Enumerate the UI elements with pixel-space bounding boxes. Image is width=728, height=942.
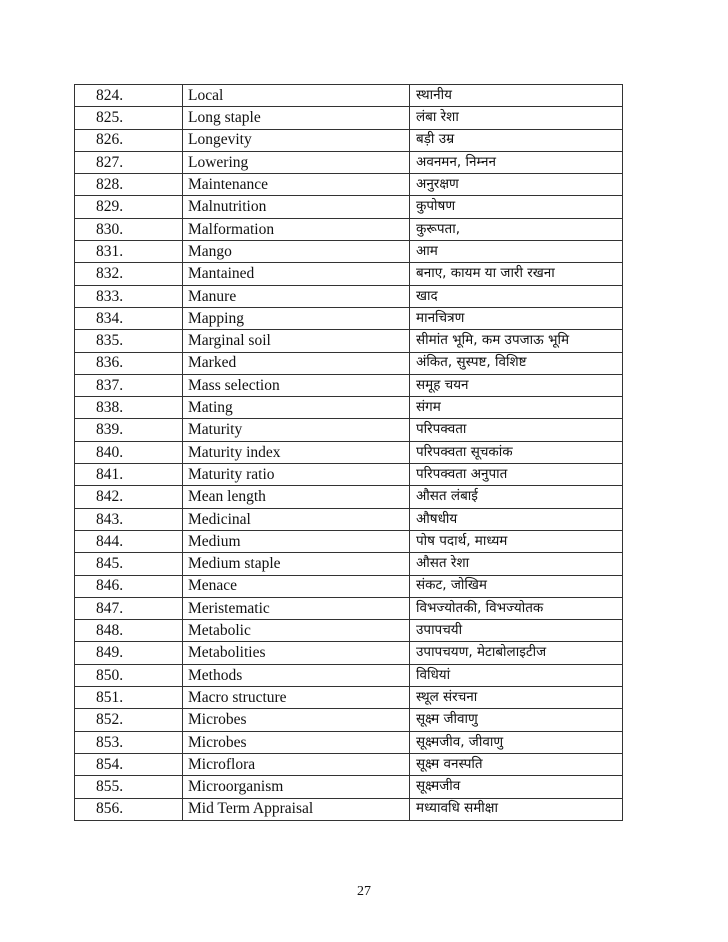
hindi-term: खाद bbox=[410, 285, 623, 307]
entry-number: 852. bbox=[75, 709, 183, 731]
table-row bbox=[75, 731, 623, 753]
english-term: Medicinal bbox=[183, 508, 410, 530]
table-row bbox=[75, 307, 623, 329]
hindi-term: आम bbox=[410, 241, 623, 263]
hindi-term: स्थानीय bbox=[410, 85, 623, 107]
table-row bbox=[75, 486, 623, 508]
english-term: Metabolic bbox=[183, 620, 410, 642]
english-term: Long staple bbox=[183, 107, 410, 129]
hindi-term: संकट, जोखिम bbox=[410, 575, 623, 597]
entry-number: 827. bbox=[75, 151, 183, 173]
entry-number: 829. bbox=[75, 196, 183, 218]
hindi-term: अनुरक्षण bbox=[410, 174, 623, 196]
hindi-term: सूक्ष्मजीव bbox=[410, 776, 623, 798]
table-row bbox=[75, 597, 623, 619]
table-row bbox=[75, 709, 623, 731]
hindi-term: उपापचयी bbox=[410, 620, 623, 642]
entry-number: 843. bbox=[75, 508, 183, 530]
english-term: Microflora bbox=[183, 753, 410, 775]
entry-number: 840. bbox=[75, 441, 183, 463]
table-row bbox=[75, 285, 623, 307]
entry-number: 837. bbox=[75, 374, 183, 396]
entry-number: 850. bbox=[75, 664, 183, 686]
table-row bbox=[75, 107, 623, 129]
hindi-term: कुरूपता, bbox=[410, 218, 623, 240]
entry-number: 853. bbox=[75, 731, 183, 753]
english-term: Lowering bbox=[183, 151, 410, 173]
entry-number: 830. bbox=[75, 218, 183, 240]
english-term: Maturity bbox=[183, 419, 410, 441]
entry-number: 832. bbox=[75, 263, 183, 285]
english-term: Mass selection bbox=[183, 374, 410, 396]
entry-number: 833. bbox=[75, 285, 183, 307]
english-term: Medium bbox=[183, 530, 410, 552]
page-number: 27 bbox=[357, 884, 371, 899]
entry-number: 845. bbox=[75, 553, 183, 575]
table-row bbox=[75, 798, 623, 820]
table-row bbox=[75, 664, 623, 686]
table-row bbox=[75, 218, 623, 240]
entry-number: 856. bbox=[75, 798, 183, 820]
english-term: Marked bbox=[183, 352, 410, 374]
english-term: Microorganism bbox=[183, 776, 410, 798]
english-term: Malformation bbox=[183, 218, 410, 240]
english-term: Mid Term Appraisal bbox=[183, 798, 410, 820]
hindi-term: परिपक्वता सूचकांक bbox=[410, 441, 623, 463]
hindi-term: परिपक्वता bbox=[410, 419, 623, 441]
english-term: Macro structure bbox=[183, 687, 410, 709]
hindi-term: परिपक्वता अनुपात bbox=[410, 464, 623, 486]
entry-number: 847. bbox=[75, 597, 183, 619]
entry-number: 831. bbox=[75, 241, 183, 263]
glossary-table bbox=[74, 84, 623, 821]
entry-number: 828. bbox=[75, 174, 183, 196]
english-term: Mean length bbox=[183, 486, 410, 508]
table-row bbox=[75, 464, 623, 486]
hindi-term: सूक्ष्मजीव, जीवाणु bbox=[410, 731, 623, 753]
table-row bbox=[75, 151, 623, 173]
hindi-term: स्थूल संरचना bbox=[410, 687, 623, 709]
table-row bbox=[75, 553, 623, 575]
entry-number: 855. bbox=[75, 776, 183, 798]
entry-number: 824. bbox=[75, 85, 183, 107]
english-term: Mapping bbox=[183, 307, 410, 329]
glossary-table-body bbox=[75, 85, 623, 821]
table-row bbox=[75, 352, 623, 374]
entry-number: 839. bbox=[75, 419, 183, 441]
hindi-term: अंकित, सुस्पष्ट, विशिष्ट bbox=[410, 352, 623, 374]
english-term: Mating bbox=[183, 397, 410, 419]
hindi-term: विभज्योतकी, विभज्योतक bbox=[410, 597, 623, 619]
hindi-term: सूक्ष्म वनस्पति bbox=[410, 753, 623, 775]
entry-number: 849. bbox=[75, 642, 183, 664]
english-term: Longevity bbox=[183, 129, 410, 151]
table-row bbox=[75, 508, 623, 530]
hindi-term: सीमांत भूमि, कम उपजाऊ भूमि bbox=[410, 330, 623, 352]
table-row bbox=[75, 575, 623, 597]
table-row bbox=[75, 85, 623, 107]
english-term: Microbes bbox=[183, 709, 410, 731]
hindi-term: मध्यावधि समीक्षा bbox=[410, 798, 623, 820]
english-term: Menace bbox=[183, 575, 410, 597]
english-term: Metabolities bbox=[183, 642, 410, 664]
entry-number: 848. bbox=[75, 620, 183, 642]
table-row bbox=[75, 241, 623, 263]
english-term: Mantained bbox=[183, 263, 410, 285]
entry-number: 835. bbox=[75, 330, 183, 352]
entry-number: 842. bbox=[75, 486, 183, 508]
entry-number: 841. bbox=[75, 464, 183, 486]
table-row bbox=[75, 441, 623, 463]
table-row bbox=[75, 530, 623, 552]
hindi-term: औसत लंबाई bbox=[410, 486, 623, 508]
table-row bbox=[75, 129, 623, 151]
hindi-term: लंबा रेशा bbox=[410, 107, 623, 129]
english-term: Medium staple bbox=[183, 553, 410, 575]
english-term: Local bbox=[183, 85, 410, 107]
table-row bbox=[75, 397, 623, 419]
english-term: Malnutrition bbox=[183, 196, 410, 218]
entry-number: 838. bbox=[75, 397, 183, 419]
hindi-term: बनाए, कायम या जारी रखना bbox=[410, 263, 623, 285]
hindi-term: संगम bbox=[410, 397, 623, 419]
hindi-term: सूक्ष्म जीवाणु bbox=[410, 709, 623, 731]
english-term: Maturity ratio bbox=[183, 464, 410, 486]
table-row bbox=[75, 174, 623, 196]
english-term: Manure bbox=[183, 285, 410, 307]
table-row bbox=[75, 196, 623, 218]
hindi-term: औषधीय bbox=[410, 508, 623, 530]
hindi-term: औसत रेशा bbox=[410, 553, 623, 575]
entry-number: 836. bbox=[75, 352, 183, 374]
english-term: Meristematic bbox=[183, 597, 410, 619]
entry-number: 834. bbox=[75, 307, 183, 329]
table-row bbox=[75, 642, 623, 664]
table-row bbox=[75, 419, 623, 441]
hindi-term: विधियां bbox=[410, 664, 623, 686]
table-row bbox=[75, 687, 623, 709]
table-row bbox=[75, 776, 623, 798]
hindi-term: उपापचयण, मेटाबोलाइटीज bbox=[410, 642, 623, 664]
table-row bbox=[75, 263, 623, 285]
english-term: Methods bbox=[183, 664, 410, 686]
entry-number: 825. bbox=[75, 107, 183, 129]
english-term: Marginal soil bbox=[183, 330, 410, 352]
hindi-term: पोष पदार्थ, माध्यम bbox=[410, 530, 623, 552]
entry-number: 844. bbox=[75, 530, 183, 552]
table-row bbox=[75, 374, 623, 396]
entry-number: 846. bbox=[75, 575, 183, 597]
entry-number: 826. bbox=[75, 129, 183, 151]
entry-number: 854. bbox=[75, 753, 183, 775]
hindi-term: बड़ी उम्र bbox=[410, 129, 623, 151]
hindi-term: मानचित्रण bbox=[410, 307, 623, 329]
hindi-term: अवनमन, निम्नन bbox=[410, 151, 623, 173]
table-row bbox=[75, 753, 623, 775]
english-term: Mango bbox=[183, 241, 410, 263]
hindi-term: समूह चयन bbox=[410, 374, 623, 396]
entry-number: 851. bbox=[75, 687, 183, 709]
english-term: Microbes bbox=[183, 731, 410, 753]
english-term: Maturity index bbox=[183, 441, 410, 463]
english-term: Maintenance bbox=[183, 174, 410, 196]
hindi-term: कुपोषण bbox=[410, 196, 623, 218]
table-row bbox=[75, 330, 623, 352]
table-row bbox=[75, 620, 623, 642]
